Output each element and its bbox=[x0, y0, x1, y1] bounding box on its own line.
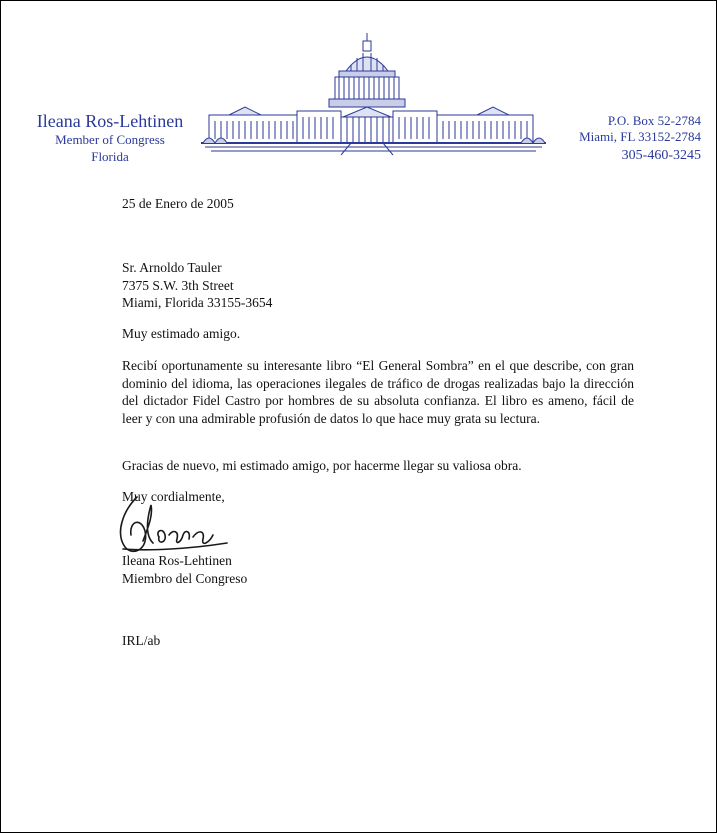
greeting: Muy estimado amigo. bbox=[122, 326, 241, 341]
signature-block bbox=[122, 552, 634, 587]
letterhead-phone: 305-460-3245 bbox=[621, 148, 701, 163]
closing: Muy cordialmente, bbox=[122, 489, 225, 504]
recipient-address bbox=[122, 259, 634, 312]
letterhead-name: Ileana Ros-Lehtinen bbox=[36, 111, 184, 131]
letter-date: 25 de Enero de 2005 bbox=[122, 196, 234, 211]
signer-title: Miembro del Congreso bbox=[122, 570, 248, 586]
letterhead-city: Miami, FL 33152-2784 bbox=[579, 129, 701, 144]
recipient-street: 7375 S.W. 3th Street bbox=[122, 277, 234, 293]
letterhead-right bbox=[549, 113, 701, 165]
handwritten-signature-icon bbox=[109, 491, 249, 561]
typist-initials: IRL/ab bbox=[122, 633, 161, 648]
signer-name: Ileana Ros-Lehtinen bbox=[122, 553, 232, 568]
letterhead-title: Member of Congress bbox=[55, 132, 165, 147]
letterhead-po-box: P.O. Box 52-2784 bbox=[607, 113, 701, 128]
paragraph-1: Recibí oportunamente su interesante libro “El General Sombra” en el que describe, con gran dominio del idioma, las operaciones ilegales de tráfico de drogas realizadas bajo la dirección del dictador Fidel Castro por hombres de su absoluta confianza. El libro es ameno, fácil de leer y con una admirable profusión de datos lo que hace muy grata su lectura. bbox=[122, 358, 634, 426]
letterhead-left bbox=[15, 111, 205, 165]
capitol-building-icon bbox=[201, 31, 546, 156]
recipient-name: Sr. Arnoldo Tauler bbox=[122, 260, 222, 275]
paragraph-2: Gracias de nuevo, mi estimado amigo, por hacerme llegar su valiosa obra. bbox=[122, 458, 522, 473]
letterhead-state: Florida bbox=[91, 149, 129, 164]
recipient-city: Miami, Florida 33155-3654 bbox=[122, 295, 273, 310]
